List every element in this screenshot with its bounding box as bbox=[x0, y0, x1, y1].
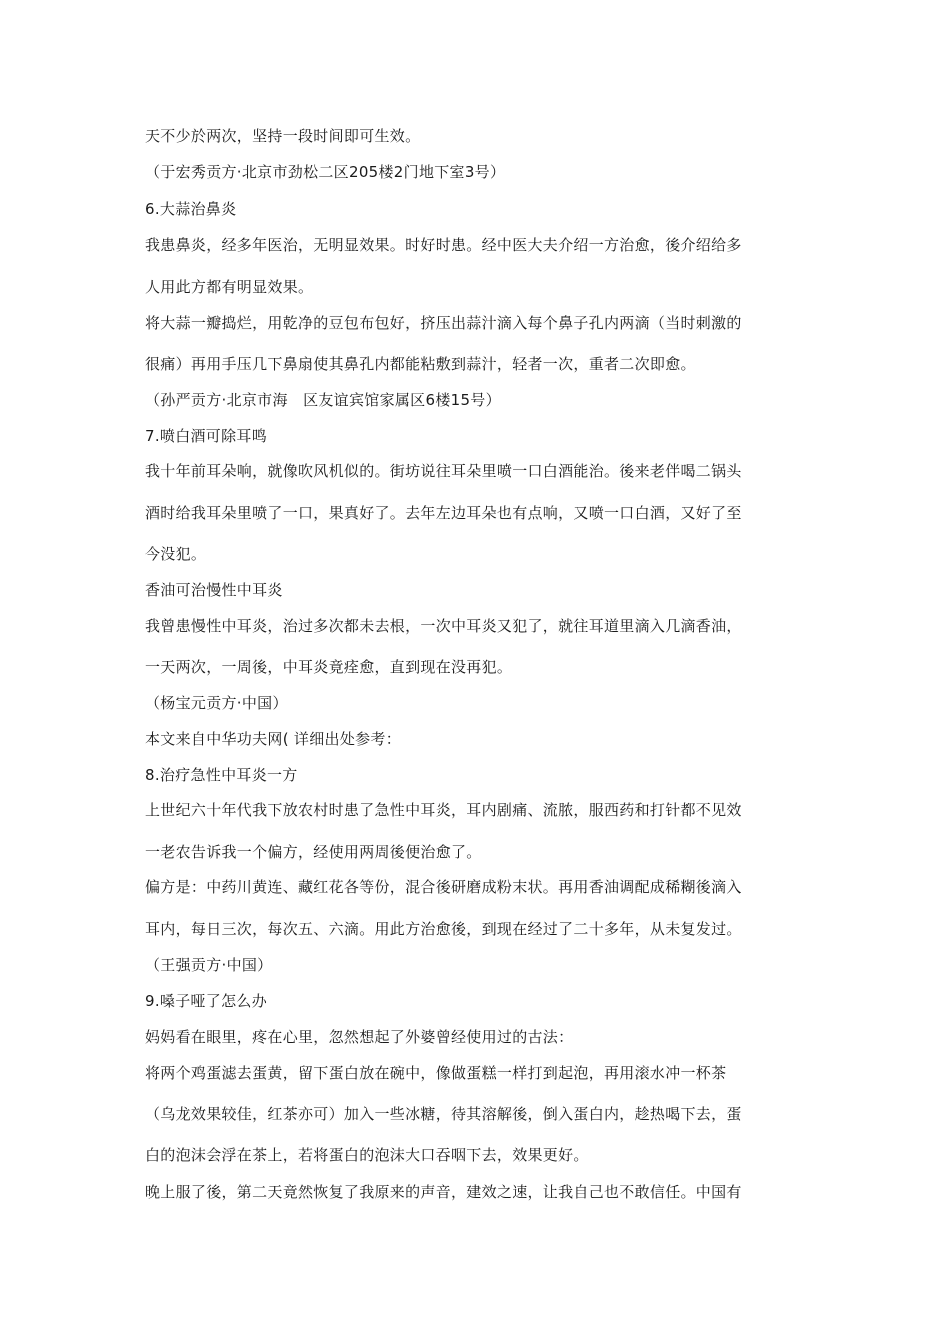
text-line: 晚上服了後，第二天竟然恢复了我原来的声音，建效之速，让我自己也不敢信任。中国有 bbox=[145, 1183, 742, 1201]
text-line: 酒时给我耳朵里喷了一口，果真好了。去年左边耳朵也有点响，又喷一口白酒，又好了至 bbox=[145, 504, 742, 522]
text-line: 我患鼻炎，经多年医治，无明显效果。时好时患。经中医大夫介绍一方治愈，後介绍给多 bbox=[145, 236, 742, 254]
text-line: 耳内，每日三次，每次五、六滴。用此方治愈後，到现在经过了二十多年，从未复发过。 bbox=[145, 920, 742, 938]
text-line: 本文来自中华功夫网( 详细出处参考： bbox=[145, 730, 402, 748]
text-line: 我十年前耳朵响，就像吹风机似的。街坊说往耳朵里喷一口白酒能治。後来老伴喝二锅头 bbox=[145, 462, 742, 480]
source-note: （王强贡方·中国） bbox=[145, 956, 273, 974]
text-line: 一天两次，一周後，中耳炎竟痊愈，直到现在没再犯。 bbox=[145, 658, 513, 676]
text-line: 今没犯。 bbox=[145, 545, 207, 563]
source-note: （孙严贡方·北京市海 区友谊宾馆家属区6楼15号） bbox=[145, 391, 501, 409]
text-line: 很痛）再用手压几下鼻扇使其鼻孔内都能粘敷到蒜汁，轻者一次，重者二次即愈。 bbox=[145, 355, 696, 373]
text-line: 天不少於两次，坚持一段时间即可生效。 bbox=[145, 127, 421, 145]
text-line: 将两个鸡蛋滤去蛋黄，留下蛋白放在碗中，像做蛋糕一样打到起泡，再用滚水冲一杯茶 bbox=[145, 1064, 727, 1082]
text-line: （乌龙效果较佳，红茶亦可）加入一些冰糖，待其溶解後，倒入蛋白内，趁热喝下去，蛋 bbox=[145, 1105, 742, 1123]
text-line: 一老农告诉我一个偏方，经使用两周後便治愈了。 bbox=[145, 843, 482, 861]
source-note: （于宏秀贡方·北京市劲松二区205楼2门地下室3号） bbox=[145, 163, 506, 181]
text-line: 人用此方都有明显效果。 bbox=[145, 278, 314, 296]
section-heading: 香油可治慢性中耳炎 bbox=[145, 581, 283, 599]
text-line: 妈妈看在眼里，疼在心里，忽然想起了外婆曾经使用过的古法： bbox=[145, 1028, 574, 1046]
text-line: 白的泡沫会浮在茶上，若将蛋白的泡沫大口吞咽下去，效果更好。 bbox=[145, 1146, 589, 1164]
section-heading: 7.喷白酒可除耳鸣 bbox=[145, 427, 268, 445]
text-line: 将大蒜一瓣捣烂，用乾净的豆包布包好，挤压出蒜汁滴入每个鼻子孔内两滴（当时刺激的 bbox=[145, 314, 742, 332]
text-line: 偏方是：中药川黄连、藏红花各等份，混合後研磨成粉末状。再用香油调配成稀糊後滴入 bbox=[145, 878, 742, 896]
text-line: 上世纪六十年代我下放农村时患了急性中耳炎，耳内剧痛、流脓，服西药和打针都不见效 bbox=[145, 801, 742, 819]
section-heading: 6.大蒜治鼻炎 bbox=[145, 200, 237, 218]
text-line: 我曾患慢性中耳炎，治过多次都未去根，一次中耳炎又犯了，就往耳道里滴入几滴香油， bbox=[145, 617, 742, 635]
section-heading: 8.治疗急性中耳炎一方 bbox=[145, 766, 298, 784]
section-heading: 9.嗓子哑了怎么办 bbox=[145, 992, 268, 1010]
source-note: （杨宝元贡方·中国） bbox=[145, 694, 288, 712]
